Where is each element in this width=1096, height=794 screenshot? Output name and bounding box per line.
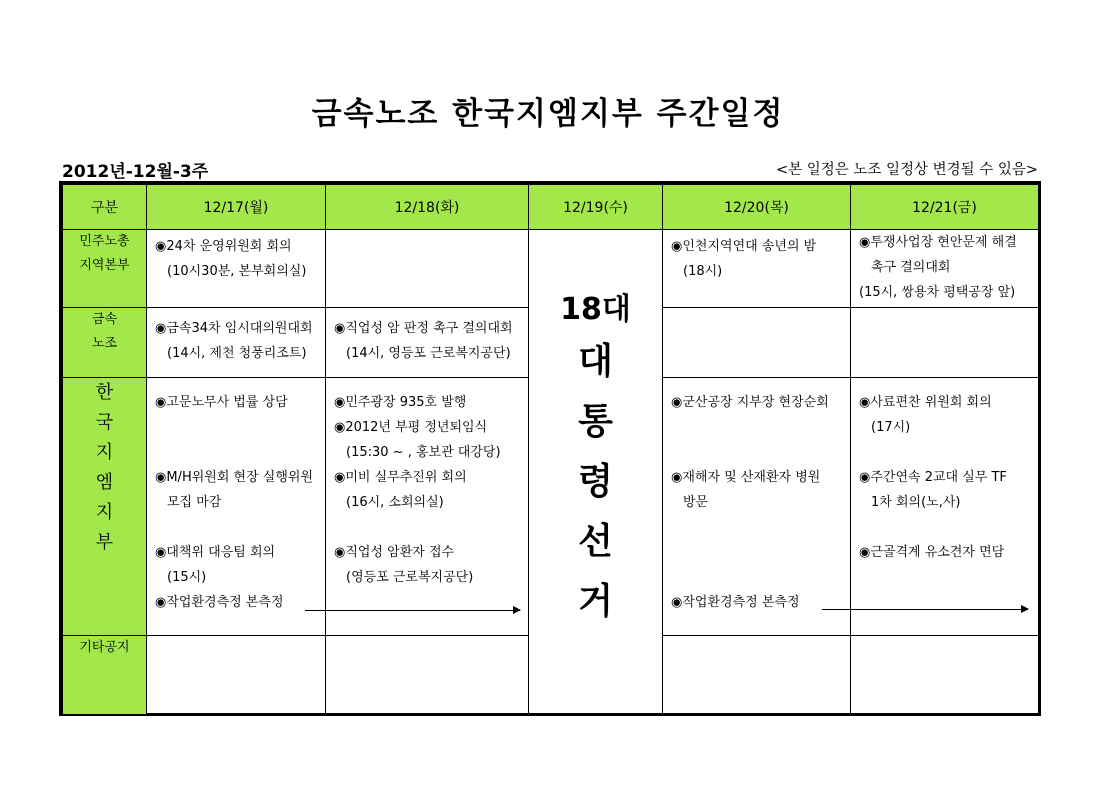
schedule-detail: 1차 회의(노,사): [871, 495, 961, 510]
cell-r1-fri: [851, 230, 1039, 308]
header-wed: 12/19(수): [529, 185, 663, 230]
cell-r2-tue: [326, 308, 529, 378]
row-label-char: 엠: [95, 472, 114, 493]
cell-r3-thu: [663, 378, 851, 636]
spacer: [334, 515, 522, 540]
schedule-item: ◉고문노무사 법률 상담: [155, 395, 288, 410]
row-label-kctu-region: [63, 230, 147, 308]
row-label-char: 한: [95, 382, 114, 403]
header-category: 구분: [63, 185, 147, 230]
spacer: [859, 515, 1032, 540]
schedule-item: ◉사료편찬 위원회 회의: [859, 395, 992, 410]
cell-r1-tue: [326, 230, 529, 308]
row-label-char: 국: [95, 412, 114, 433]
schedule-item: ◉직업성 암 판정 촉구 결의대회: [334, 321, 513, 336]
spacer: [155, 440, 319, 465]
schedule-detail: (영등포 근로복지공단): [346, 570, 474, 585]
cell-r2-mon: [147, 308, 326, 378]
row-label-char: 지: [95, 502, 114, 523]
cell-r4-thu: [663, 636, 851, 715]
schedule-item: ◉작업환경측정 본측정: [671, 595, 800, 610]
row-label-char: 부: [95, 532, 114, 553]
cell-r4-mon: [147, 636, 326, 715]
cell-r4-fri: [851, 636, 1039, 715]
spacer: [671, 515, 844, 540]
schedule-item: ◉작업환경측정 본측정: [155, 595, 284, 610]
election-cell: [529, 230, 663, 715]
row-kctu-region: [63, 230, 1039, 308]
arrow-right-icon: [305, 610, 520, 611]
cell-r2-fri: [851, 308, 1039, 378]
schedule-item: ◉대책위 대응팀 회의: [155, 545, 276, 560]
schedule-detail: 방문: [683, 495, 709, 510]
spacer: [671, 440, 844, 465]
header-fri: 12/21(금): [851, 185, 1039, 230]
row-label-line: 금속: [91, 312, 118, 327]
schedule-item: ◉미비 실무추진위 회의: [334, 470, 467, 485]
week-label: 2012년-12월-3주: [62, 162, 209, 182]
cell-r1-thu: [663, 230, 851, 308]
schedule-item: ◉주간연속 2교대 실무 TF: [859, 470, 1007, 485]
row-label-line: 민주노총: [79, 234, 130, 249]
spacer: [155, 415, 319, 440]
schedule-detail: (15시, 쌍용차 평택공장 앞): [859, 285, 1016, 300]
schedule-item: ◉2012년 부평 정년퇴임식: [334, 420, 488, 435]
spacer: [155, 515, 319, 540]
schedule-table: [62, 184, 1039, 715]
schedule-item: ◉M/H위원회 현장 실행위원: [155, 470, 314, 485]
cell-r2-thu: [663, 308, 851, 378]
schedule-note: <본 일정은 노조 일정상 변경될 수 있음>: [775, 162, 1038, 178]
schedule-item: ◉군산공장 지부장 현장순회: [671, 395, 829, 410]
spacer: [859, 440, 1032, 465]
spacer: [671, 415, 844, 440]
spacer: [671, 540, 844, 565]
cell-r3-fri: [851, 378, 1039, 636]
schedule-detail: (15시): [167, 570, 207, 585]
schedule-detail: 모집 마감: [167, 495, 222, 510]
schedule-item: ◉투쟁사업장 현안문제 해결: [859, 235, 1017, 250]
header-thu: 12/20(목): [663, 185, 851, 230]
schedule-detail: (16시, 소회의실): [346, 495, 444, 510]
election-char: 선: [578, 521, 613, 562]
row-label-gm-korea-branch: [63, 378, 147, 636]
row-label-metal-union: [63, 308, 147, 378]
schedule-detail: (17시): [871, 420, 911, 435]
election-number: 18대: [560, 292, 631, 327]
cell-r3-tue: [326, 378, 529, 636]
header-mon: 12/17(월): [147, 185, 326, 230]
election-char: 통: [578, 401, 613, 442]
election-char: 거: [578, 581, 613, 622]
schedule-item: ◉민주광장 935호 발행: [334, 395, 467, 410]
election-char: 대: [578, 341, 613, 382]
header-row: [63, 185, 1039, 230]
schedule-detail: (18시): [683, 264, 723, 279]
schedule-item: ◉금속34차 임시대의원대회: [155, 321, 313, 336]
row-label-char: 지: [95, 442, 114, 463]
schedule-item: ◉인천지역연대 송년의 밤: [671, 239, 817, 254]
schedule-item: ◉직업성 암환자 접수: [334, 545, 455, 560]
row-label-other-notices: 기타공지: [63, 636, 147, 715]
schedule-item: ◉24차 운영위원회 회의: [155, 239, 292, 254]
cell-r1-mon: [147, 230, 326, 308]
schedule-detail: (14시, 영등포 근로복지공단): [346, 346, 511, 361]
cell-r4-tue: [326, 636, 529, 715]
row-label-line: 지역본부: [79, 258, 130, 273]
schedule-detail: (14시, 제천 청풍리조트): [167, 346, 307, 361]
arrow-right-icon: [822, 609, 1028, 610]
row-label-line: 노조: [91, 336, 118, 351]
schedule-detail: (15:30 ~ , 홍보관 대강당): [346, 445, 501, 460]
spacer: [671, 565, 844, 590]
cell-r3-mon: [147, 378, 326, 636]
page-title: 금속노조 한국지엠지부 주간일정: [311, 96, 785, 132]
header-tue: 12/18(화): [326, 185, 529, 230]
schedule-detail: (10시30분, 본부회의실): [167, 264, 307, 279]
schedule-item: ◉근골격계 유소견자 면담: [859, 545, 1005, 560]
election-char: 령: [578, 461, 613, 502]
schedule-detail: 촉구 결의대회: [871, 260, 951, 275]
schedule-item: ◉재해자 및 산재환자 병원: [671, 470, 821, 485]
